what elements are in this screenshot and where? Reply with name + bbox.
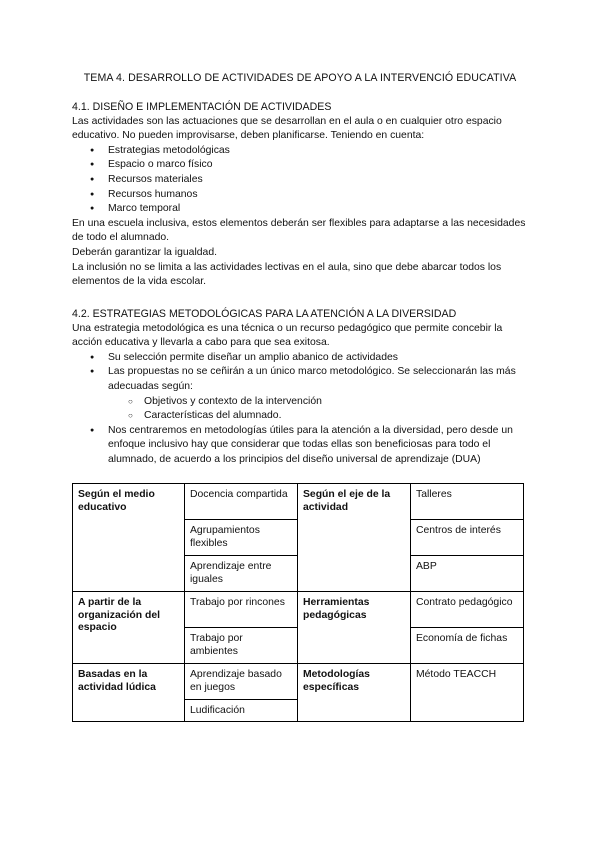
section-4-2-list <box>72 351 532 468</box>
table-cell: Ludificación <box>185 700 298 722</box>
paragraph: En una escuela inclusiva, estos elementos deberán ser flexibles para adaptarse a las necesidades de todo el alumnado. <box>72 217 526 244</box>
table-cell: Agrupamientos flexibles <box>185 520 298 556</box>
section-4-1-intro: Las actividades son las actuaciones que se desarrollan en el aula o en cualquier otro espacio educativo. No pueden improvisarse, deben planificarse. Teniendo en cuenta: <box>72 115 502 142</box>
table-cell: Aprendizaje entre iguales <box>185 556 298 592</box>
table-cell: Método TEACCH <box>411 664 524 722</box>
table-cell: Basadas en la actividad lúdica <box>73 664 185 722</box>
table-cell: Contrato pedagógico <box>411 592 524 628</box>
table-row <box>73 664 524 700</box>
paragraph: La inclusión no se limita a las actividades lectivas en el aula, sino que debe abarcar todos los elementos de la vida escolar. <box>72 261 502 288</box>
list-item: ● Espacio o marco físico <box>72 158 532 173</box>
section-4-2-heading: 4.2. ESTRATEGIAS METODOLÓGICAS PARA LA ATENCIÓN A LA DIVERSIDAD <box>72 308 457 320</box>
table-cell: ABP <box>411 556 524 592</box>
strategies-table <box>72 483 524 722</box>
list-item: ● Recursos humanos <box>72 188 532 203</box>
sub-list-item: ○ Objetivos y contexto de la intervención <box>108 395 532 410</box>
list-item: ● Recursos materiales <box>72 173 532 188</box>
list-item <box>72 365 532 423</box>
table-cell: Herramientas pedagógicas <box>298 592 411 664</box>
sub-list-item: ○ Características del alumnado. <box>108 409 532 424</box>
table-row <box>73 592 524 628</box>
list-item: ● Nos centraremos en metodologías útiles para la atención a la diversidad, pero desde un enfoque inclusivo hay que considerar que todas ellas son beneficiosas para todo el alumnado, de acuerdo a los principios del diseño universal de aprendizaje (DUA) <box>72 424 532 468</box>
list-item: ● Estrategias metodológicas <box>72 144 532 159</box>
section-4-1-heading: 4.1. DISEÑO E IMPLEMENTACIÓN DE ACTIVIDADES <box>72 101 332 113</box>
table-row <box>73 484 524 520</box>
list-item: ● Marco temporal <box>72 202 532 217</box>
table-cell: Talleres <box>411 484 524 520</box>
table-cell: Según el eje de la actividad <box>298 484 411 592</box>
table-cell: A partir de la organización del espacio <box>73 592 185 664</box>
table-cell: Según el medio educativo <box>73 484 185 592</box>
section-4-1 <box>72 100 532 290</box>
paragraph: Deberán garantizar la igualdad. <box>72 246 217 258</box>
list-item-text: Las propuestas no se ceñirán a un único marco metodológico. Se seleccionarán las más adecuadas según: <box>108 366 516 392</box>
section-4-2-intro: Una estrategia metodológica es una técnica o un recurso pedagógico que permite concebir la acción educativa y llevarla a cabo para que sea exitosa. <box>72 322 503 349</box>
document-title: TEMA 4. DESARROLLO DE ACTIVIDADES DE APOYO A LA INTERVENCIÓ EDUCATIVA <box>83 72 517 84</box>
table-cell: Trabajo por ambientes <box>185 628 298 664</box>
table-cell: Economía de fichas <box>411 628 524 664</box>
table-cell: Centros de interés <box>411 520 524 556</box>
section-4-1-list <box>72 144 532 217</box>
sub-list <box>108 395 532 424</box>
section-4-2 <box>72 307 532 468</box>
table-cell: Docencia compartida <box>185 484 298 520</box>
list-item: ● Su selección permite diseñar un amplio abanico de actividades <box>72 351 532 366</box>
table-cell: Metodologías específicas <box>298 664 411 722</box>
table-cell: Aprendizaje basado en juegos <box>185 664 298 700</box>
table-cell: Trabajo por rincones <box>185 592 298 628</box>
